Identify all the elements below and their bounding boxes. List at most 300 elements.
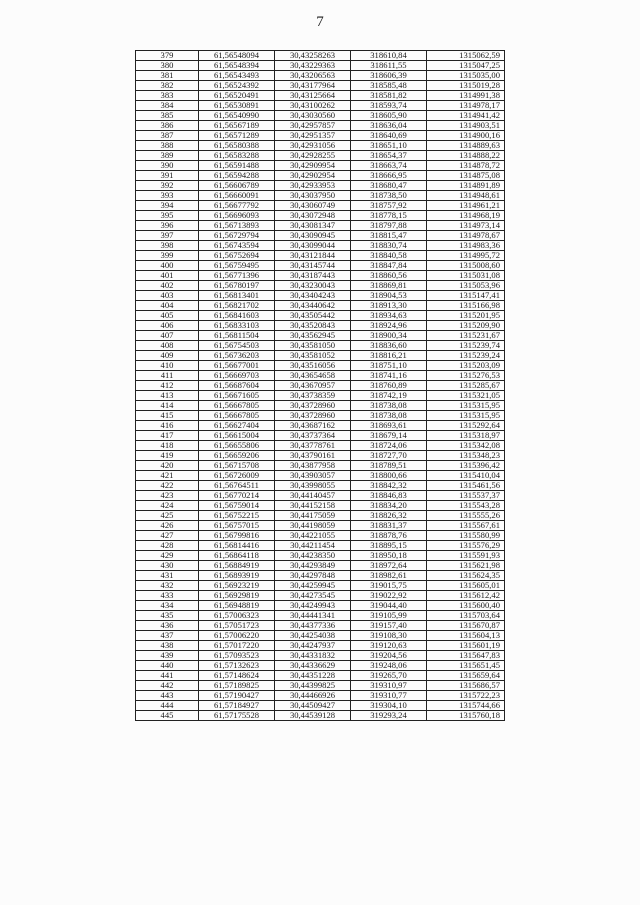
y-coordinate-cell: 1315576,29 bbox=[427, 541, 505, 551]
table-row bbox=[136, 561, 505, 571]
y-coordinate-cell: 1314889,63 bbox=[427, 141, 505, 151]
y-coordinate-cell: 1315166,98 bbox=[427, 301, 505, 311]
table-row bbox=[136, 81, 505, 91]
y-coordinate-cell: 1315612,42 bbox=[427, 591, 505, 601]
x-coordinate-cell: 319310,97 bbox=[351, 681, 427, 691]
point-number-cell: 389 bbox=[136, 151, 199, 161]
point-number-cell: 404 bbox=[136, 301, 199, 311]
latitude-cell: 61,56667805 bbox=[199, 411, 275, 421]
latitude-cell: 61,57093523 bbox=[199, 651, 275, 661]
table-row bbox=[136, 281, 505, 291]
longitude-cell: 30,44249943 bbox=[275, 601, 351, 611]
x-coordinate-cell: 318666,95 bbox=[351, 171, 427, 181]
y-coordinate-cell: 1315624,35 bbox=[427, 571, 505, 581]
y-coordinate-cell: 1314948,61 bbox=[427, 191, 505, 201]
table-row bbox=[136, 421, 505, 431]
latitude-cell: 61,56567189 bbox=[199, 121, 275, 131]
longitude-cell: 30,43030560 bbox=[275, 111, 351, 121]
y-coordinate-cell: 1314983,36 bbox=[427, 241, 505, 251]
longitude-cell: 30,42902954 bbox=[275, 171, 351, 181]
latitude-cell: 61,56771396 bbox=[199, 271, 275, 281]
x-coordinate-cell: 318654,37 bbox=[351, 151, 427, 161]
x-coordinate-cell: 318738,50 bbox=[351, 191, 427, 201]
latitude-cell: 61,56764511 bbox=[199, 481, 275, 491]
point-number-cell: 418 bbox=[136, 441, 199, 451]
point-number-cell: 420 bbox=[136, 461, 199, 471]
longitude-cell: 30,44140457 bbox=[275, 491, 351, 501]
point-number-cell: 445 bbox=[136, 711, 199, 721]
longitude-cell: 30,43121844 bbox=[275, 251, 351, 261]
x-coordinate-cell: 318679,14 bbox=[351, 431, 427, 441]
y-coordinate-cell: 1314961,21 bbox=[427, 201, 505, 211]
latitude-cell: 61,56571289 bbox=[199, 131, 275, 141]
x-coordinate-cell: 318869,81 bbox=[351, 281, 427, 291]
longitude-cell: 30,44509427 bbox=[275, 701, 351, 711]
y-coordinate-cell: 1315342,08 bbox=[427, 441, 505, 451]
x-coordinate-cell: 318904,53 bbox=[351, 291, 427, 301]
y-coordinate-cell: 1315019,28 bbox=[427, 81, 505, 91]
table-row bbox=[136, 361, 505, 371]
x-coordinate-cell: 318840,58 bbox=[351, 251, 427, 261]
point-number-cell: 435 bbox=[136, 611, 199, 621]
longitude-cell: 30,44175059 bbox=[275, 511, 351, 521]
table-row bbox=[136, 431, 505, 441]
point-number-cell: 384 bbox=[136, 101, 199, 111]
latitude-cell: 61,57184927 bbox=[199, 701, 275, 711]
x-coordinate-cell: 318778,15 bbox=[351, 211, 427, 221]
y-coordinate-cell: 1314941,42 bbox=[427, 111, 505, 121]
x-coordinate-cell: 318680,47 bbox=[351, 181, 427, 191]
x-coordinate-cell: 318878,76 bbox=[351, 531, 427, 541]
y-coordinate-cell: 1315315,95 bbox=[427, 411, 505, 421]
longitude-cell: 30,44259945 bbox=[275, 581, 351, 591]
table-row bbox=[136, 341, 505, 351]
point-number-cell: 434 bbox=[136, 601, 199, 611]
latitude-cell: 61,56736203 bbox=[199, 351, 275, 361]
latitude-cell: 61,56580388 bbox=[199, 141, 275, 151]
y-coordinate-cell: 1315555,26 bbox=[427, 511, 505, 521]
longitude-cell: 30,43100262 bbox=[275, 101, 351, 111]
latitude-cell: 61,56520491 bbox=[199, 91, 275, 101]
longitude-cell: 30,42957857 bbox=[275, 121, 351, 131]
longitude-cell: 30,44293849 bbox=[275, 561, 351, 571]
x-coordinate-cell: 318789,51 bbox=[351, 461, 427, 471]
y-coordinate-cell: 1315567,61 bbox=[427, 521, 505, 531]
y-coordinate-cell: 1315659,64 bbox=[427, 671, 505, 681]
longitude-cell: 30,42951357 bbox=[275, 131, 351, 141]
longitude-cell: 30,44198059 bbox=[275, 521, 351, 531]
point-number-cell: 403 bbox=[136, 291, 199, 301]
x-coordinate-cell: 319293,24 bbox=[351, 711, 427, 721]
longitude-cell: 30,43728960 bbox=[275, 411, 351, 421]
x-coordinate-cell: 318847,84 bbox=[351, 261, 427, 271]
latitude-cell: 61,56548394 bbox=[199, 61, 275, 71]
table-row bbox=[136, 131, 505, 141]
y-coordinate-cell: 1315239,24 bbox=[427, 351, 505, 361]
y-coordinate-cell: 1315722,23 bbox=[427, 691, 505, 701]
x-coordinate-cell: 319108,30 bbox=[351, 631, 427, 641]
point-number-cell: 381 bbox=[136, 71, 199, 81]
point-number-cell: 402 bbox=[136, 281, 199, 291]
point-number-cell: 409 bbox=[136, 351, 199, 361]
point-number-cell: 388 bbox=[136, 141, 199, 151]
x-coordinate-cell: 318757,92 bbox=[351, 201, 427, 211]
point-number-cell: 443 bbox=[136, 691, 199, 701]
latitude-cell: 61,56759495 bbox=[199, 261, 275, 271]
longitude-cell: 30,44273545 bbox=[275, 591, 351, 601]
y-coordinate-cell: 1315348,23 bbox=[427, 451, 505, 461]
longitude-cell: 30,44539128 bbox=[275, 711, 351, 721]
latitude-cell: 61,56814416 bbox=[199, 541, 275, 551]
x-coordinate-cell: 318924,96 bbox=[351, 321, 427, 331]
x-coordinate-cell: 318593,74 bbox=[351, 101, 427, 111]
x-coordinate-cell: 318605,90 bbox=[351, 111, 427, 121]
x-coordinate-cell: 319204,56 bbox=[351, 651, 427, 661]
y-coordinate-cell: 1315543,28 bbox=[427, 501, 505, 511]
x-coordinate-cell: 318693,61 bbox=[351, 421, 427, 431]
table-row bbox=[136, 331, 505, 341]
table-row bbox=[136, 51, 505, 61]
latitude-cell: 61,56713893 bbox=[199, 221, 275, 231]
y-coordinate-cell: 1315396,42 bbox=[427, 461, 505, 471]
x-coordinate-cell: 318842,32 bbox=[351, 481, 427, 491]
y-coordinate-cell: 1315031,08 bbox=[427, 271, 505, 281]
table-row bbox=[136, 61, 505, 71]
longitude-cell: 30,43187443 bbox=[275, 271, 351, 281]
table-row bbox=[136, 411, 505, 421]
table-row bbox=[136, 231, 505, 241]
longitude-cell: 30,43081347 bbox=[275, 221, 351, 231]
latitude-cell: 61,56929819 bbox=[199, 591, 275, 601]
y-coordinate-cell: 1315315,95 bbox=[427, 401, 505, 411]
longitude-cell: 30,43072948 bbox=[275, 211, 351, 221]
x-coordinate-cell: 318834,20 bbox=[351, 501, 427, 511]
latitude-cell: 61,56799816 bbox=[199, 531, 275, 541]
latitude-cell: 61,57189825 bbox=[199, 681, 275, 691]
coordinates-table bbox=[135, 50, 505, 721]
y-coordinate-cell: 1315276,53 bbox=[427, 371, 505, 381]
y-coordinate-cell: 1315670,87 bbox=[427, 621, 505, 631]
latitude-cell: 61,56696093 bbox=[199, 211, 275, 221]
point-number-cell: 413 bbox=[136, 391, 199, 401]
table-row bbox=[136, 201, 505, 211]
longitude-cell: 30,44351228 bbox=[275, 671, 351, 681]
x-coordinate-cell: 318830,74 bbox=[351, 241, 427, 251]
x-coordinate-cell: 318860,56 bbox=[351, 271, 427, 281]
point-number-cell: 386 bbox=[136, 121, 199, 131]
point-number-cell: 424 bbox=[136, 501, 199, 511]
x-coordinate-cell: 319157,40 bbox=[351, 621, 427, 631]
table-row bbox=[136, 121, 505, 131]
x-coordinate-cell: 319248,06 bbox=[351, 661, 427, 671]
point-number-cell: 438 bbox=[136, 641, 199, 651]
y-coordinate-cell: 1315285,67 bbox=[427, 381, 505, 391]
latitude-cell: 61,56757015 bbox=[199, 521, 275, 531]
y-coordinate-cell: 1315744,66 bbox=[427, 701, 505, 711]
x-coordinate-cell: 318760,89 bbox=[351, 381, 427, 391]
x-coordinate-cell: 318836,60 bbox=[351, 341, 427, 351]
point-number-cell: 429 bbox=[136, 551, 199, 561]
longitude-cell: 30,43520843 bbox=[275, 321, 351, 331]
longitude-cell: 30,44336629 bbox=[275, 661, 351, 671]
x-coordinate-cell: 318738,08 bbox=[351, 411, 427, 421]
table-row bbox=[136, 221, 505, 231]
y-coordinate-cell: 1315605,01 bbox=[427, 581, 505, 591]
table-row bbox=[136, 591, 505, 601]
table-row bbox=[136, 301, 505, 311]
y-coordinate-cell: 1315062,59 bbox=[427, 51, 505, 61]
table-row bbox=[136, 71, 505, 81]
x-coordinate-cell: 318651,10 bbox=[351, 141, 427, 151]
y-coordinate-cell: 1315053,96 bbox=[427, 281, 505, 291]
point-number-cell: 401 bbox=[136, 271, 199, 281]
x-coordinate-cell: 318724,06 bbox=[351, 441, 427, 451]
longitude-cell: 30,42909954 bbox=[275, 161, 351, 171]
point-number-cell: 387 bbox=[136, 131, 199, 141]
table-row bbox=[136, 451, 505, 461]
point-number-cell: 421 bbox=[136, 471, 199, 481]
longitude-cell: 30,43177964 bbox=[275, 81, 351, 91]
x-coordinate-cell: 319120,63 bbox=[351, 641, 427, 651]
point-number-cell: 390 bbox=[136, 161, 199, 171]
point-number-cell: 412 bbox=[136, 381, 199, 391]
latitude-cell: 61,56948819 bbox=[199, 601, 275, 611]
longitude-cell: 30,44297848 bbox=[275, 571, 351, 581]
table-row bbox=[136, 641, 505, 651]
y-coordinate-cell: 1315239,74 bbox=[427, 341, 505, 351]
latitude-cell: 61,56671605 bbox=[199, 391, 275, 401]
latitude-cell: 61,56524392 bbox=[199, 81, 275, 91]
longitude-cell: 30,43670957 bbox=[275, 381, 351, 391]
x-coordinate-cell: 318816,21 bbox=[351, 351, 427, 361]
x-coordinate-cell: 318640,69 bbox=[351, 131, 427, 141]
x-coordinate-cell: 318663,74 bbox=[351, 161, 427, 171]
x-coordinate-cell: 319044,40 bbox=[351, 601, 427, 611]
x-coordinate-cell: 318611,55 bbox=[351, 61, 427, 71]
point-number-cell: 431 bbox=[136, 571, 199, 581]
y-coordinate-cell: 1315047,25 bbox=[427, 61, 505, 71]
longitude-cell: 30,43903057 bbox=[275, 471, 351, 481]
y-coordinate-cell: 1314878,72 bbox=[427, 161, 505, 171]
point-number-cell: 433 bbox=[136, 591, 199, 601]
y-coordinate-cell: 1314888,22 bbox=[427, 151, 505, 161]
table-row bbox=[136, 151, 505, 161]
y-coordinate-cell: 1314973,14 bbox=[427, 221, 505, 231]
y-coordinate-cell: 1314875,08 bbox=[427, 171, 505, 181]
table-row bbox=[136, 141, 505, 151]
longitude-cell: 30,43060749 bbox=[275, 201, 351, 211]
table-row bbox=[136, 651, 505, 661]
x-coordinate-cell: 318982,61 bbox=[351, 571, 427, 581]
table-row bbox=[136, 251, 505, 261]
table-row bbox=[136, 711, 505, 721]
point-number-cell: 416 bbox=[136, 421, 199, 431]
y-coordinate-cell: 1314968,19 bbox=[427, 211, 505, 221]
x-coordinate-cell: 318900,34 bbox=[351, 331, 427, 341]
x-coordinate-cell: 318800,66 bbox=[351, 471, 427, 481]
x-coordinate-cell: 318742,19 bbox=[351, 391, 427, 401]
latitude-cell: 61,56548094 bbox=[199, 51, 275, 61]
latitude-cell: 61,56923219 bbox=[199, 581, 275, 591]
longitude-cell: 30,42931056 bbox=[275, 141, 351, 151]
y-coordinate-cell: 1315604,13 bbox=[427, 631, 505, 641]
table-row bbox=[136, 611, 505, 621]
latitude-cell: 61,57006220 bbox=[199, 631, 275, 641]
y-coordinate-cell: 1314978,17 bbox=[427, 101, 505, 111]
y-coordinate-cell: 1315410,04 bbox=[427, 471, 505, 481]
y-coordinate-cell: 1315651,45 bbox=[427, 661, 505, 671]
latitude-cell: 61,56821702 bbox=[199, 301, 275, 311]
longitude-cell: 30,43145744 bbox=[275, 261, 351, 271]
x-coordinate-cell: 319265,70 bbox=[351, 671, 427, 681]
longitude-cell: 30,44441341 bbox=[275, 611, 351, 621]
longitude-cell: 30,44254038 bbox=[275, 631, 351, 641]
y-coordinate-cell: 1315008,60 bbox=[427, 261, 505, 271]
y-coordinate-cell: 1315591,93 bbox=[427, 551, 505, 561]
latitude-cell: 61,56811504 bbox=[199, 331, 275, 341]
point-number-cell: 436 bbox=[136, 621, 199, 631]
table-row bbox=[136, 261, 505, 271]
table-row bbox=[136, 601, 505, 611]
table-row bbox=[136, 691, 505, 701]
table-row bbox=[136, 701, 505, 711]
y-coordinate-cell: 1315703,64 bbox=[427, 611, 505, 621]
y-coordinate-cell: 1315760,18 bbox=[427, 711, 505, 721]
longitude-cell: 30,44221055 bbox=[275, 531, 351, 541]
x-coordinate-cell: 318934,63 bbox=[351, 311, 427, 321]
latitude-cell: 61,56752694 bbox=[199, 251, 275, 261]
longitude-cell: 30,43654658 bbox=[275, 371, 351, 381]
x-coordinate-cell: 318950,18 bbox=[351, 551, 427, 561]
y-coordinate-cell: 1315209,90 bbox=[427, 321, 505, 331]
longitude-cell: 30,43516056 bbox=[275, 361, 351, 371]
point-number-cell: 440 bbox=[136, 661, 199, 671]
longitude-cell: 30,43687162 bbox=[275, 421, 351, 431]
longitude-cell: 30,43230043 bbox=[275, 281, 351, 291]
longitude-cell: 30,43728960 bbox=[275, 401, 351, 411]
point-number-cell: 414 bbox=[136, 401, 199, 411]
page-number: 7 bbox=[316, 14, 324, 30]
latitude-cell: 61,56770214 bbox=[199, 491, 275, 501]
longitude-cell: 30,44466926 bbox=[275, 691, 351, 701]
table-row bbox=[136, 571, 505, 581]
table-row bbox=[136, 471, 505, 481]
point-number-cell: 426 bbox=[136, 521, 199, 531]
point-number-cell: 385 bbox=[136, 111, 199, 121]
point-number-cell: 392 bbox=[136, 181, 199, 191]
table-row bbox=[136, 211, 505, 221]
longitude-cell: 30,43090945 bbox=[275, 231, 351, 241]
latitude-cell: 61,56677001 bbox=[199, 361, 275, 371]
x-coordinate-cell: 318797,88 bbox=[351, 221, 427, 231]
point-number-cell: 391 bbox=[136, 171, 199, 181]
table-row bbox=[136, 271, 505, 281]
y-coordinate-cell: 1315321,05 bbox=[427, 391, 505, 401]
x-coordinate-cell: 319022,92 bbox=[351, 591, 427, 601]
latitude-cell: 61,56841603 bbox=[199, 311, 275, 321]
y-coordinate-cell: 1314900,16 bbox=[427, 131, 505, 141]
y-coordinate-cell: 1315035,00 bbox=[427, 71, 505, 81]
table-row bbox=[136, 321, 505, 331]
y-coordinate-cell: 1315621,98 bbox=[427, 561, 505, 571]
x-coordinate-cell: 319015,75 bbox=[351, 581, 427, 591]
y-coordinate-cell: 1315147,41 bbox=[427, 291, 505, 301]
longitude-cell: 30,44247937 bbox=[275, 641, 351, 651]
latitude-cell: 61,56660091 bbox=[199, 191, 275, 201]
table-row bbox=[136, 111, 505, 121]
y-coordinate-cell: 1314903,51 bbox=[427, 121, 505, 131]
point-number-cell: 380 bbox=[136, 61, 199, 71]
x-coordinate-cell: 318895,15 bbox=[351, 541, 427, 551]
latitude-cell: 61,57175528 bbox=[199, 711, 275, 721]
latitude-cell: 61,56893919 bbox=[199, 571, 275, 581]
latitude-cell: 61,57017220 bbox=[199, 641, 275, 651]
longitude-cell: 30,43581050 bbox=[275, 341, 351, 351]
y-coordinate-cell: 1314995,72 bbox=[427, 251, 505, 261]
longitude-cell: 30,43790161 bbox=[275, 451, 351, 461]
point-number-cell: 422 bbox=[136, 481, 199, 491]
table-row bbox=[136, 551, 505, 561]
latitude-cell: 61,56743594 bbox=[199, 241, 275, 251]
latitude-cell: 61,57190427 bbox=[199, 691, 275, 701]
y-coordinate-cell: 1314978,67 bbox=[427, 231, 505, 241]
longitude-cell: 30,44238350 bbox=[275, 551, 351, 561]
latitude-cell: 61,56606789 bbox=[199, 181, 275, 191]
latitude-cell: 61,56729794 bbox=[199, 231, 275, 241]
longitude-cell: 30,43037950 bbox=[275, 191, 351, 201]
longitude-cell: 30,44331832 bbox=[275, 651, 351, 661]
x-coordinate-cell: 318815,47 bbox=[351, 231, 427, 241]
table-row bbox=[136, 621, 505, 631]
point-number-cell: 398 bbox=[136, 241, 199, 251]
point-number-cell: 393 bbox=[136, 191, 199, 201]
x-coordinate-cell: 318738,08 bbox=[351, 401, 427, 411]
table-row bbox=[136, 371, 505, 381]
table-row bbox=[136, 171, 505, 181]
table-row bbox=[136, 661, 505, 671]
y-coordinate-cell: 1315201,95 bbox=[427, 311, 505, 321]
x-coordinate-cell: 318606,39 bbox=[351, 71, 427, 81]
point-number-cell: 407 bbox=[136, 331, 199, 341]
y-coordinate-cell: 1315231,67 bbox=[427, 331, 505, 341]
point-number-cell: 397 bbox=[136, 231, 199, 241]
x-coordinate-cell: 318972,64 bbox=[351, 561, 427, 571]
latitude-cell: 61,56594288 bbox=[199, 171, 275, 181]
longitude-cell: 30,43125664 bbox=[275, 91, 351, 101]
point-number-cell: 399 bbox=[136, 251, 199, 261]
point-number-cell: 439 bbox=[136, 651, 199, 661]
x-coordinate-cell: 318610,84 bbox=[351, 51, 427, 61]
y-coordinate-cell: 1315292,64 bbox=[427, 421, 505, 431]
point-number-cell: 425 bbox=[136, 511, 199, 521]
latitude-cell: 61,56884919 bbox=[199, 561, 275, 571]
point-number-cell: 396 bbox=[136, 221, 199, 231]
longitude-cell: 30,42933953 bbox=[275, 181, 351, 191]
table-row bbox=[136, 501, 505, 511]
point-number-cell: 400 bbox=[136, 261, 199, 271]
point-number-cell: 442 bbox=[136, 681, 199, 691]
latitude-cell: 61,56677792 bbox=[199, 201, 275, 211]
x-coordinate-cell: 318913,30 bbox=[351, 301, 427, 311]
point-number-cell: 410 bbox=[136, 361, 199, 371]
x-coordinate-cell: 318846,83 bbox=[351, 491, 427, 501]
table-row bbox=[136, 391, 505, 401]
table-row bbox=[136, 291, 505, 301]
latitude-cell: 61,56530891 bbox=[199, 101, 275, 111]
latitude-cell: 61,56540990 bbox=[199, 111, 275, 121]
point-number-cell: 428 bbox=[136, 541, 199, 551]
point-number-cell: 415 bbox=[136, 411, 199, 421]
